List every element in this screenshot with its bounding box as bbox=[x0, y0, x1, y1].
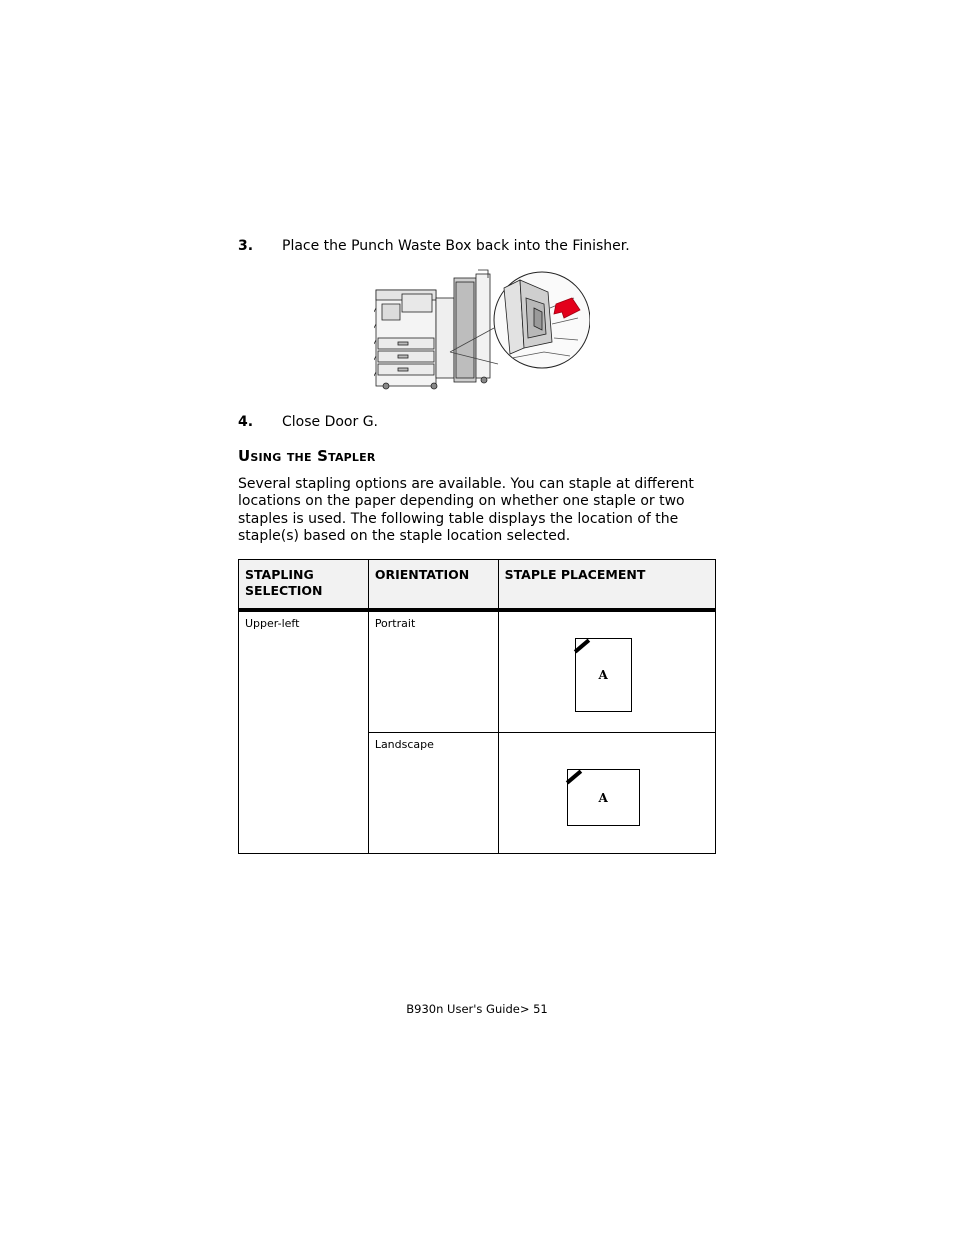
section-title: Using the Stapler bbox=[238, 447, 376, 465]
section-intro: Several stapling options are available. You can staple at different locations on the paper depending on whether one staple or two staples is used. The following table displays the location of the staple(s) based on the staple location selected. bbox=[238, 476, 694, 545]
table-row bbox=[239, 610, 716, 733]
selection-cell: Upper-left bbox=[239, 610, 369, 854]
step-text: Close Door G. bbox=[282, 414, 379, 430]
header-orientation: ORIENTATION bbox=[368, 560, 498, 611]
staple-placement-table bbox=[238, 559, 716, 854]
orientation-cell: Landscape bbox=[368, 733, 498, 854]
step-3 bbox=[238, 237, 630, 255]
placement-cell bbox=[498, 610, 715, 733]
step-number: 3. bbox=[238, 238, 254, 254]
step-number: 4. bbox=[238, 414, 254, 430]
step-text: Place the Punch Waste Box back into the Finisher. bbox=[282, 238, 630, 254]
page-footer: B930n User's Guide> 51 bbox=[406, 1002, 548, 1016]
header-staple-placement: STAPLE PLACEMENT bbox=[498, 560, 715, 611]
staple-mark bbox=[573, 639, 589, 654]
page-letter: A bbox=[598, 790, 608, 805]
step-4 bbox=[238, 413, 378, 431]
staple-mark bbox=[565, 770, 581, 785]
header-stapling-selection: STAPLING SELECTION bbox=[239, 560, 369, 611]
placement-cell bbox=[498, 733, 715, 854]
table-header-row bbox=[239, 560, 716, 611]
portrait-page-diagram bbox=[575, 638, 632, 712]
page-letter: A bbox=[598, 668, 608, 682]
finisher-illustration bbox=[374, 268, 590, 392]
orientation-cell: Portrait bbox=[368, 610, 498, 733]
landscape-page-diagram bbox=[567, 769, 640, 826]
